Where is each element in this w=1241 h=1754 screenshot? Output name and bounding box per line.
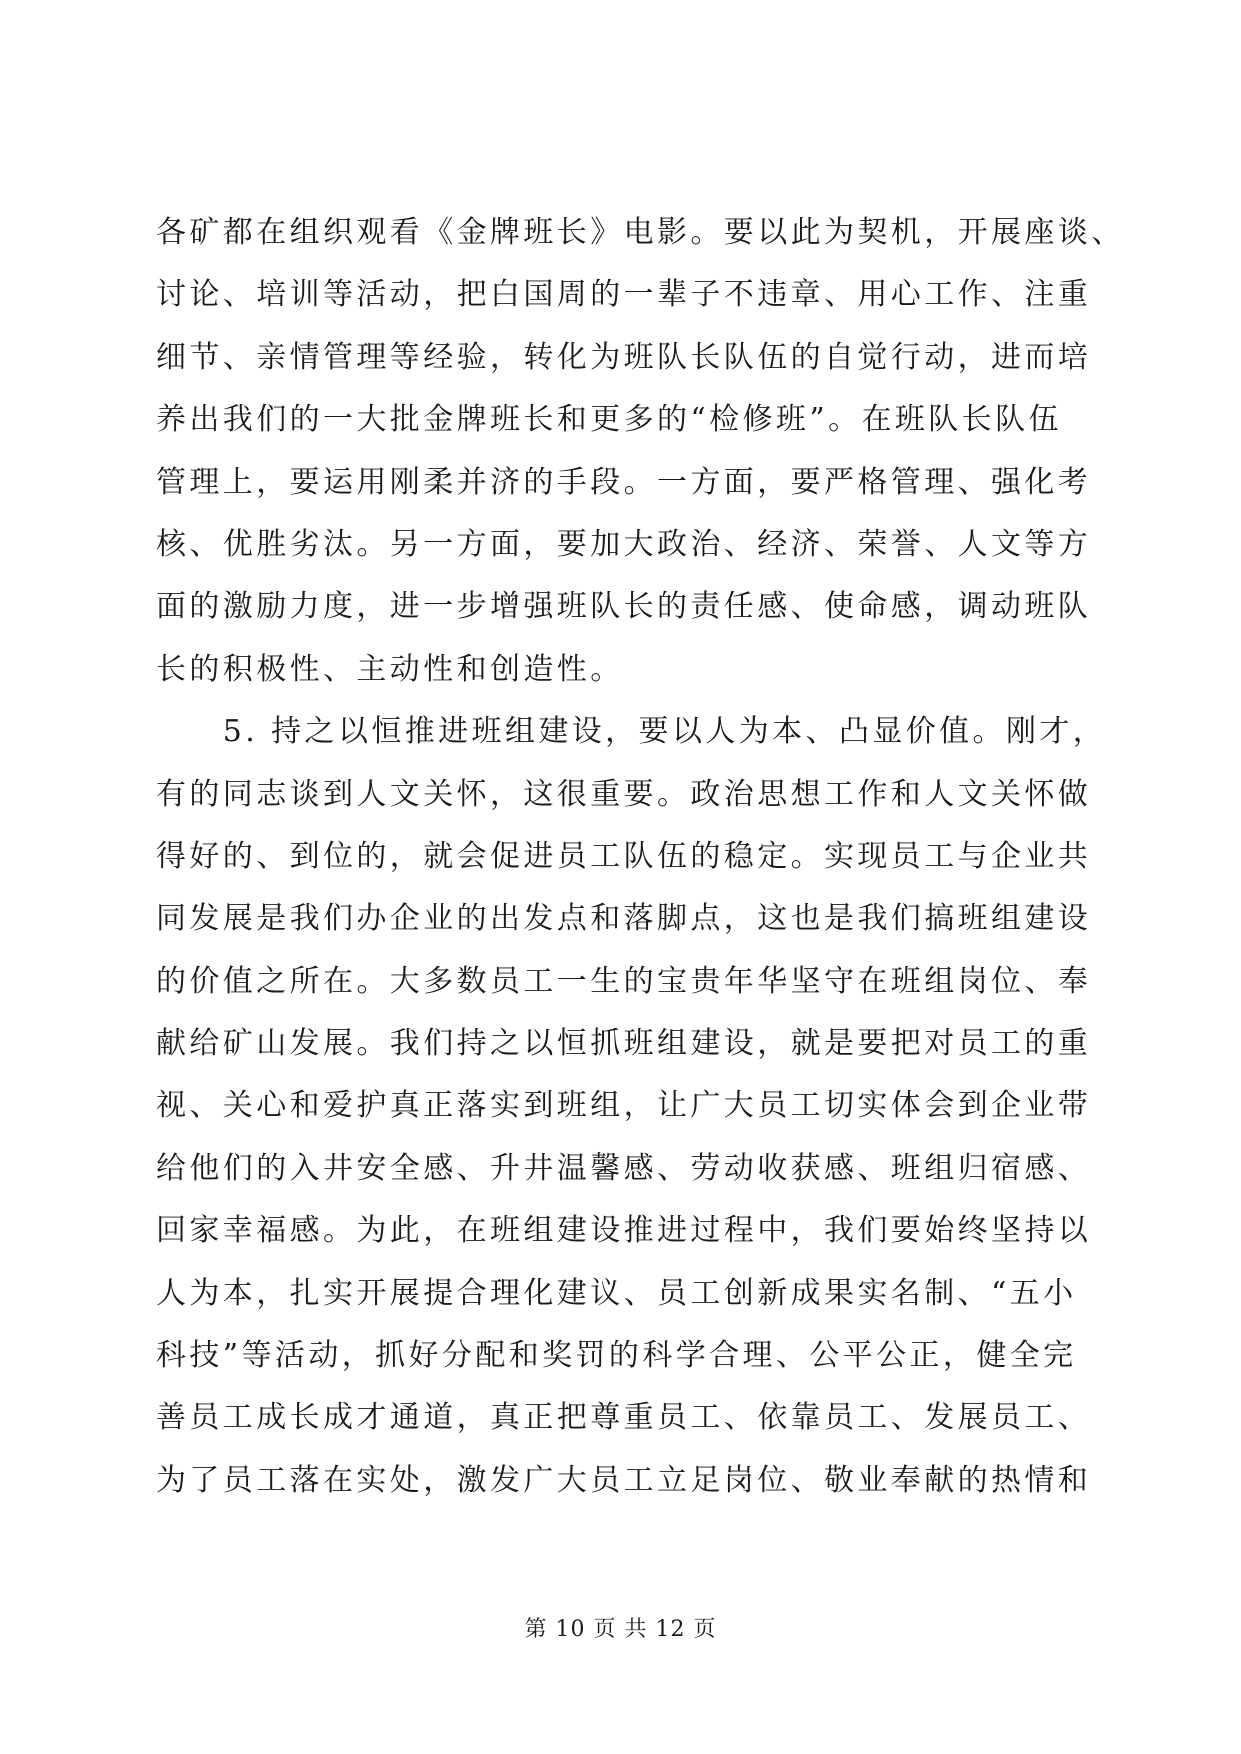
- text-line: 善员工成长成才通道，真正把尊重员工、依靠员工、发展员工、: [156, 1400, 1092, 1436]
- text-line: 面的激励力度，进一步增强班队长的责任感、使命感，调动班队: [156, 589, 1092, 625]
- text-line: 献给矿山发展。我们持之以恒抓班组建设，就是要把对员工的重: [156, 1026, 1092, 1062]
- text-line: 给他们的入井安全感、升井温馨感、劳动收获感、班组归宿感、: [156, 1150, 1092, 1186]
- text-line: 为了员工落在实处，激发广大员工立足岗位、敬业奉献的热情和: [156, 1462, 1092, 1498]
- body-text: [156, 202, 1125, 1512]
- text-line: 得好的、到位的，就会促进员工队伍的稳定。实现员工与企业共: [156, 838, 1092, 874]
- text-line: 同发展是我们办企业的出发点和落脚点，这也是我们搞班组建设: [156, 901, 1092, 937]
- text-line: 讨论、培训等活动，把白国周的一辈子不违章、用心工作、注重: [156, 277, 1092, 313]
- text-line: 管理上，要运用刚柔并济的手段。一方面，要严格管理、强化考: [156, 464, 1092, 500]
- text-line: 养出我们的一大批金牌班长和更多的“检修班”。在班队长队伍: [156, 402, 1062, 438]
- text-line: 细节、亲情管理等经验，转化为班队长队伍的自觉行动，进而培: [156, 339, 1092, 375]
- text-line: 视、关心和爱护真正落实到班组，让广大员工切实体会到企业带: [156, 1088, 1092, 1124]
- text-line: 的价值之所在。大多数员工一生的宝贵年华坚守在班组岗位、奉: [156, 963, 1092, 999]
- text-line: 科技”等活动，抓好分配和奖罚的科学合理、公平公正，健全完: [156, 1338, 1077, 1374]
- text-line: 回家幸福感。为此，在班组建设推进过程中，我们要始终坚持以: [156, 1213, 1092, 1249]
- text-line: 各矿都在组织观看《金牌班长》电影。要以此为契机，开展座谈、: [156, 215, 1125, 250]
- text-line: 人为本，扎实开展提合理化建议、员工创新成果实名制、“五小: [156, 1275, 1077, 1311]
- text-line: 5. 持之以恒推进班组建设，要以人为本、凸显价值。刚才，: [156, 714, 1107, 750]
- text-line: 有的同志谈到人文关怀，这很重要。政治思想工作和人文关怀做: [156, 776, 1092, 812]
- page-number-footer: 第 10 页 共 12 页: [524, 1617, 717, 1642]
- text-line: 长的积极性、主动性和创造性。: [156, 651, 624, 687]
- text-line: 核、优胜劣汰。另一方面，要加大政治、经济、荣誉、人文等方: [156, 526, 1092, 562]
